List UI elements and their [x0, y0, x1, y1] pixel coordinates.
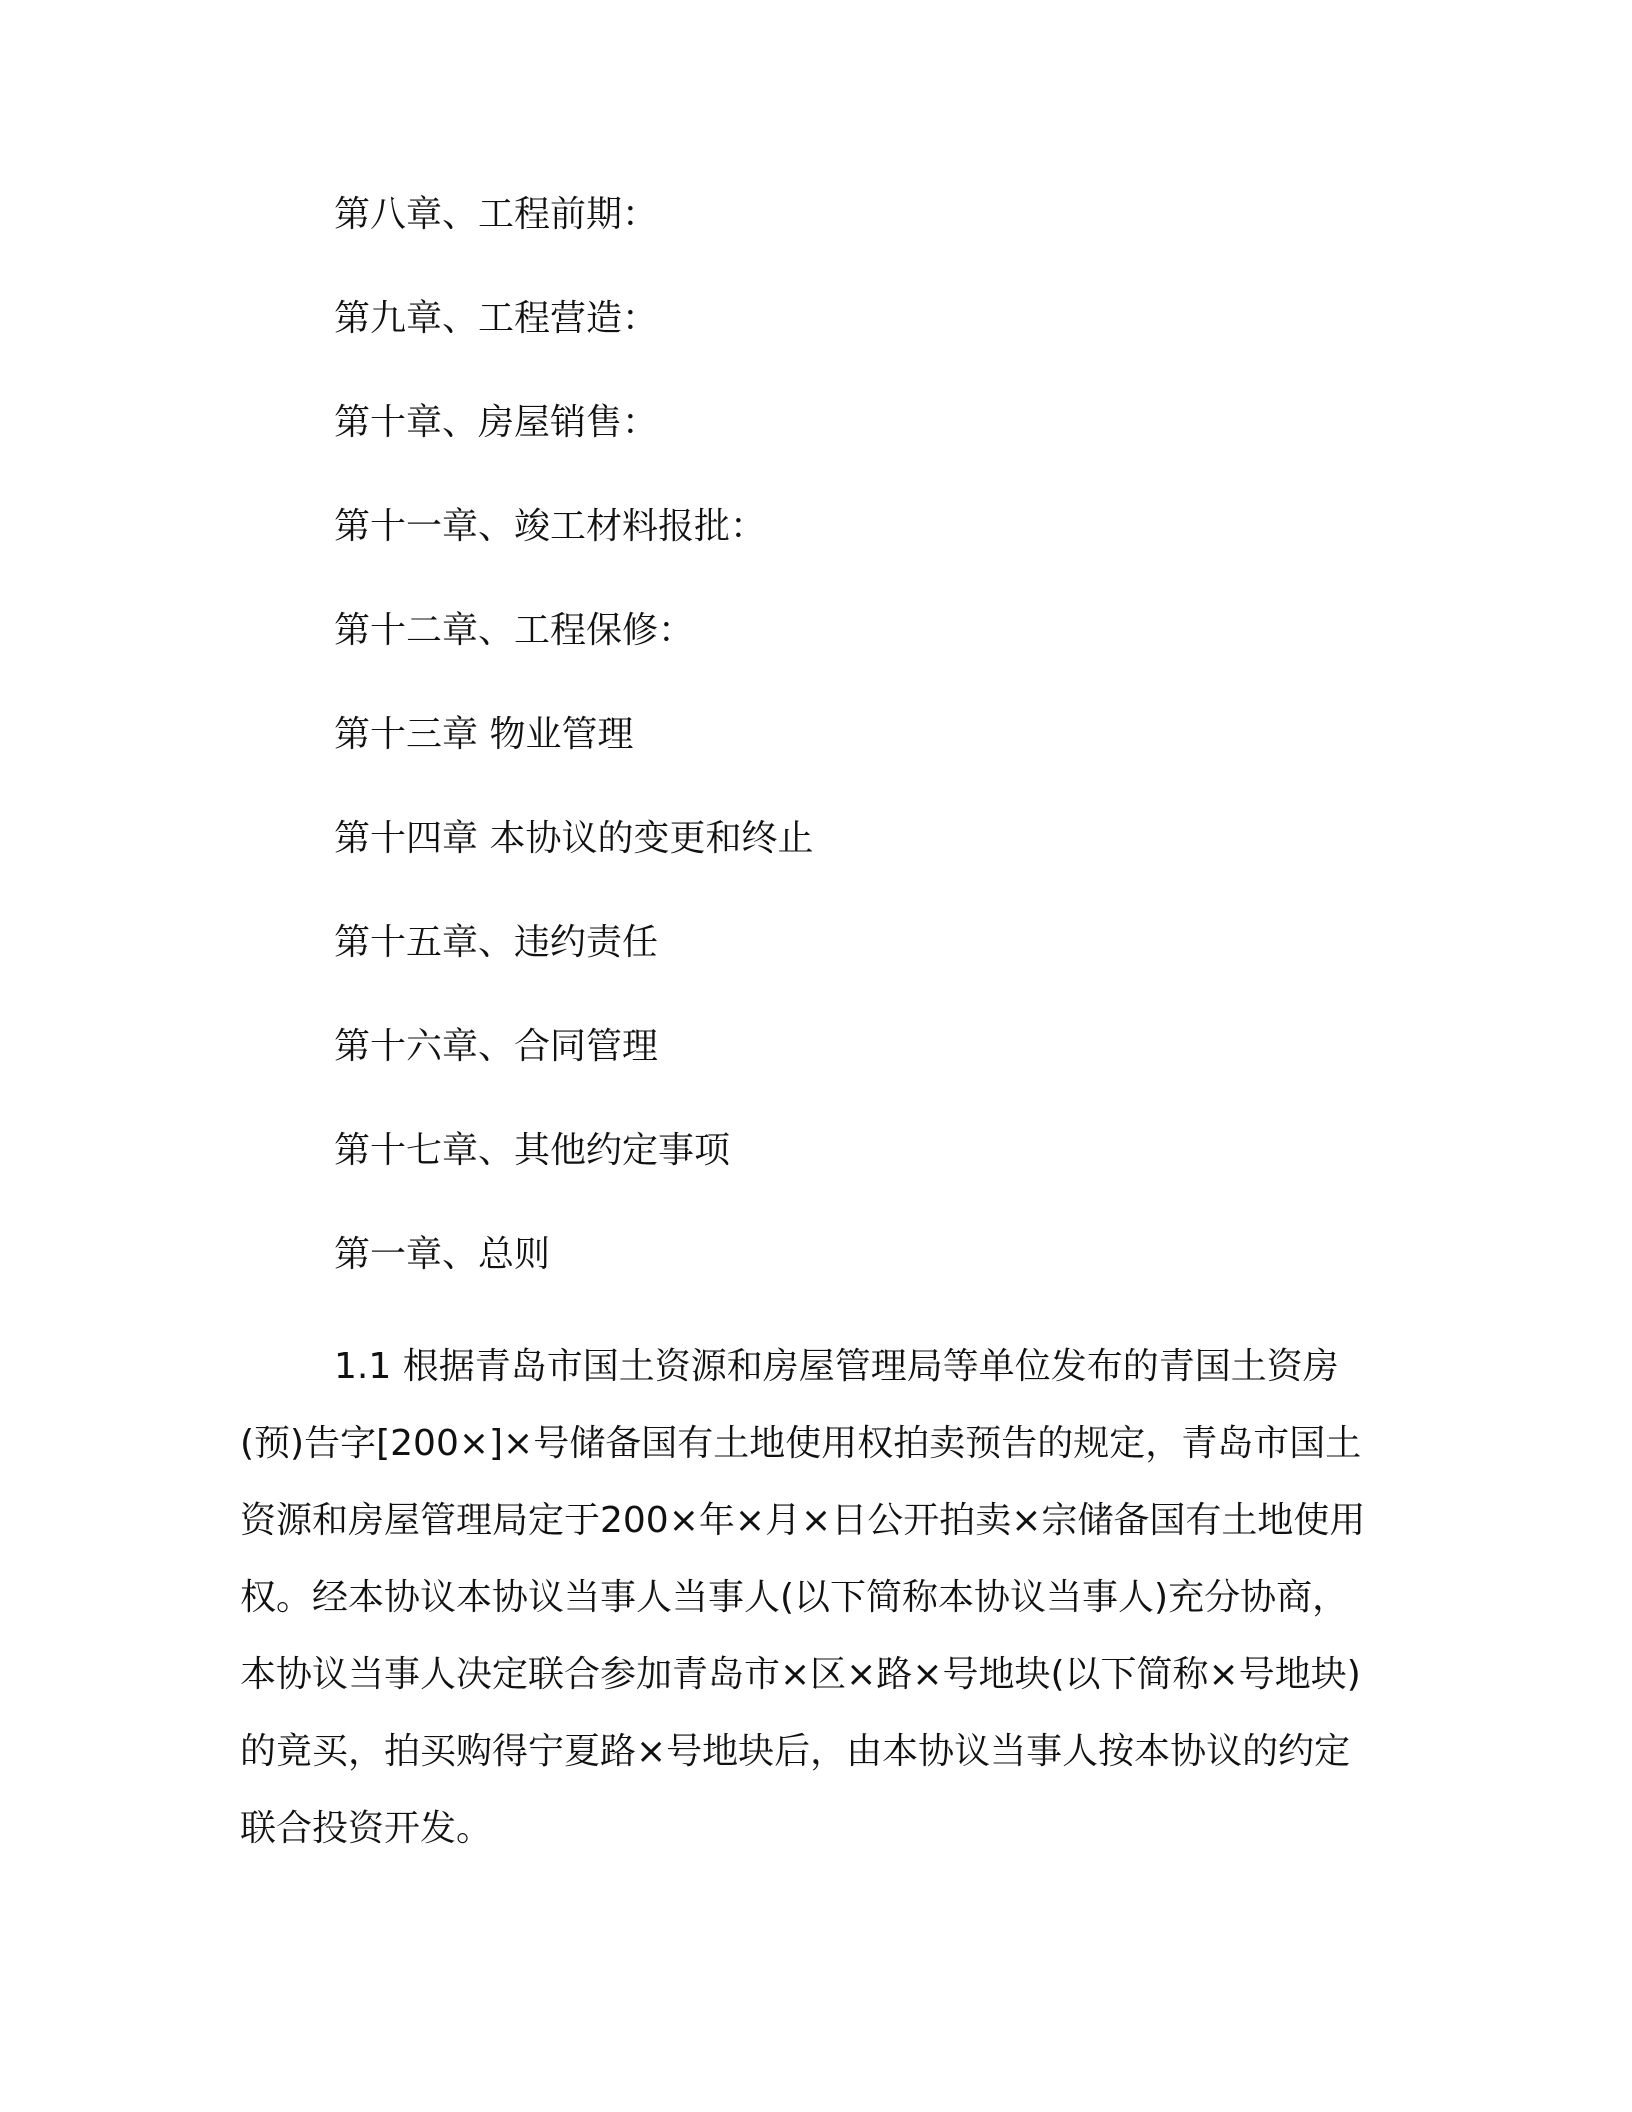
chapter-heading: 第十六章、合同管理: [334, 1026, 659, 1067]
chapter-heading: 第十五章、违约责任: [334, 922, 659, 963]
chapter-heading: 第十三章 物业管理: [334, 714, 634, 755]
chapter-heading: 第十七章、其他约定事项: [334, 1130, 731, 1171]
chapter-heading: 第一章、总则: [334, 1234, 551, 1275]
chapter-heading: 第十章、房屋销售：: [334, 402, 659, 443]
clause-1-1-paragraph: 1.1 根据青岛市国土资源和房屋管理局等单位发布的青国土资房(预)告字[200×]×号储备国有土地使用权拍卖预告的规定，青岛市国土资源和房屋管理局定于200×年×月×日公开拍卖×宗储备国有土地使用权。经本协议本协议当事人当事人(以下简称本协议当事人)充分协商，本协议当事人决定联合参加青岛市×区×路×号地块(以下简称×号地块)的竟买，拍买购得宁夏路×号地块后，由本协议当事人按本协议的约定联合投资开发。: [240, 1346, 1366, 1849]
chapter-heading-list: [334, 190, 813, 1334]
chapter-heading: 第十一章、竣工材料报批：: [334, 506, 767, 547]
chapter-heading: 第八章、工程前期：: [334, 194, 659, 235]
chapter-heading: 第十二章、工程保修：: [334, 610, 695, 651]
chapter-heading: 第九章、工程营造：: [334, 298, 659, 339]
chapter-heading: 第十四章 本协议的变更和终止: [334, 818, 814, 859]
